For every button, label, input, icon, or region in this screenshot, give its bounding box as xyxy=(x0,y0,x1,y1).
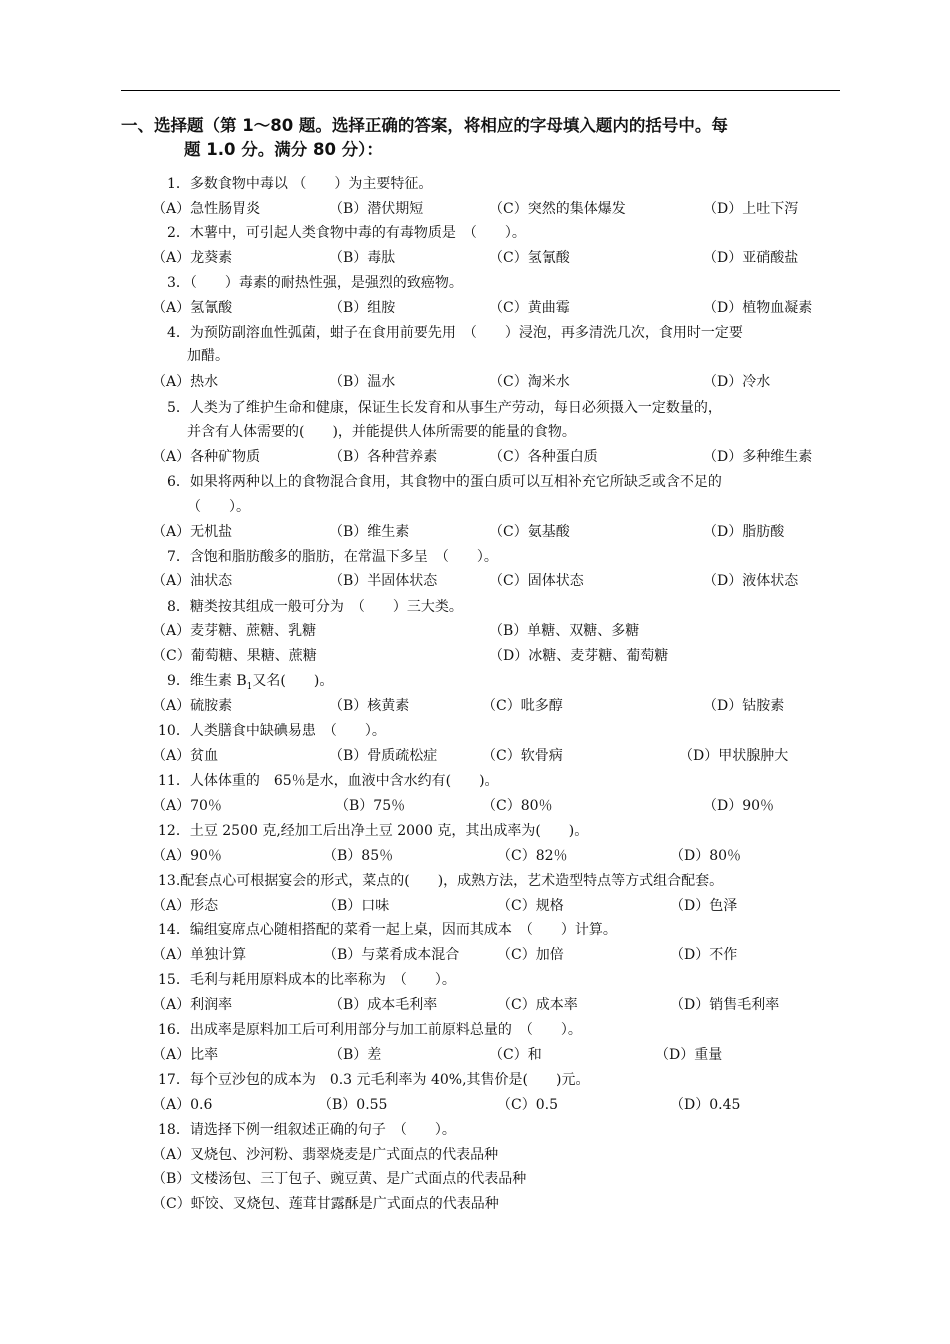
q13-option-c: （C）规格 xyxy=(497,898,564,914)
q9-option-a: （A）硫胺素 xyxy=(152,698,233,714)
question-11: 11．人体体重的 65％是水，血液中含水约有( )。 xyxy=(158,773,499,789)
q5-option-c: （C）各种蛋白质 xyxy=(489,449,598,465)
question-4-cont: 加醋。 xyxy=(187,348,229,364)
q8-option-d: （D）冰糖、麦芽糖、葡萄糖 xyxy=(489,648,669,664)
q11-option-c: （C）80％ xyxy=(482,798,553,814)
q12-option-b: （B）85％ xyxy=(323,848,394,864)
q10-option-a: （A）贫血 xyxy=(152,748,219,764)
q5-option-d: （D）多种维生素 xyxy=(703,449,813,465)
q1-option-c: （C）突然的集体爆发 xyxy=(489,201,626,217)
q12-option-d: （D）80％ xyxy=(670,848,742,864)
q12-option-c: （C）82％ xyxy=(497,848,568,864)
question-10: 10．人类膳食中缺碘易患 （ ）。 xyxy=(158,723,386,739)
q4-option-c: （C）淘米水 xyxy=(489,374,570,390)
q7-option-a: （A）油状态 xyxy=(152,573,233,589)
q17-option-b: （B）0.55 xyxy=(318,1097,388,1113)
question-3: 3．（ ）毒素的耐热性强，是强烈的致癌物。 xyxy=(167,275,463,291)
question-15: 15．毛利与耗用原料成本的比率称为 （ ）。 xyxy=(158,972,456,988)
q9-option-b: （B）核黄素 xyxy=(329,698,410,714)
question-1: 1．多数食物中毒以 （ ）为主要特征。 xyxy=(167,176,433,192)
q6-option-b: （B）维生素 xyxy=(329,524,410,540)
question-17: 17．每个豆沙包的成本为 0.3 元毛利率为 40%,其售价是( )元。 xyxy=(158,1072,590,1088)
q15-option-b: （B）成本毛利率 xyxy=(329,997,438,1013)
q10-option-c: （C）软骨病 xyxy=(482,748,563,764)
q4-option-d: （D）冷水 xyxy=(703,374,771,390)
q7-option-b: （B）半固体状态 xyxy=(329,573,438,589)
q10-option-d: （D）甲状腺肿大 xyxy=(679,748,789,764)
q16-option-a: （A）比率 xyxy=(152,1047,219,1063)
question-9-text-a: 9．维生素 B xyxy=(167,673,247,689)
q7-option-c: （C）固体状态 xyxy=(489,573,584,589)
q17-option-c: （C）0.5 xyxy=(497,1097,558,1113)
question-14: 14．编组宴席点心随相搭配的菜肴一起上桌，因而其成本 （ ）计算。 xyxy=(158,922,617,938)
q9-option-c: （C）吡多醇 xyxy=(482,698,563,714)
question-16: 16．出成率是原料加工后可利用部分与加工前原料总量的 （ ）。 xyxy=(158,1022,582,1038)
q14-option-c: （C）加倍 xyxy=(497,947,564,963)
q2-option-a: （A）龙葵素 xyxy=(152,250,233,266)
q4-option-a: （A）热水 xyxy=(152,374,219,390)
q8-option-a: （A）麦芽糖、蔗糖、乳糖 xyxy=(152,623,317,639)
q8-option-c: （C）葡萄糖、果糖、蔗糖 xyxy=(152,648,317,664)
question-7: 7．含饱和脂肪酸多的脂肪，在常温下多呈 （ ）。 xyxy=(167,549,498,565)
q8-option-b: （B）单糖、双糖、多糖 xyxy=(489,623,640,639)
q16-option-c: （C）和 xyxy=(489,1047,542,1063)
section-title-line1: 一、选择题（第 1～80 题。选择正确的答案，将相应的字母填入题内的括号中。每 xyxy=(121,116,728,135)
question-9-text-b: 又名( )。 xyxy=(252,673,334,689)
question-8: 8．糖类按其组成一般可分为 （ ）三大类。 xyxy=(167,599,463,615)
top-rule xyxy=(121,90,840,91)
q5-option-a: （A）各种矿物质 xyxy=(152,449,261,465)
q3-option-b: （B）组胺 xyxy=(329,300,396,316)
q17-option-a: （A）0.6 xyxy=(152,1097,213,1113)
q18-option-c: （C）虾饺、叉烧包、莲茸甘露酥是广式面点的代表品种 xyxy=(152,1196,499,1212)
q2-option-d: （D）亚硝酸盐 xyxy=(703,250,799,266)
q6-option-a: （A）无机盐 xyxy=(152,524,233,540)
section-title-line2: 题 1.0 分。满分 80 分）： xyxy=(184,140,383,159)
section-title xyxy=(121,114,841,162)
question-6-cont: （ ）。 xyxy=(187,499,250,515)
question-5-cont: 并含有人体需要的( )，并能提供人体所需要的能量的食物。 xyxy=(187,424,576,440)
question-13: 13.配套点心可根据宴会的形式，菜点的( )，成熟方法，艺术造型特点等方式组合配套。 xyxy=(158,873,724,889)
question-5: 5．人类为了维护生命和健康，保证生长发育和从事生产劳动，每日必须摄入一定数量的， xyxy=(167,400,722,416)
q16-option-d: （D）重量 xyxy=(655,1047,723,1063)
q14-option-d: （D）不作 xyxy=(670,947,738,963)
q13-option-d: （D）色泽 xyxy=(670,898,738,914)
q14-option-b: （B）与菜肴成本混合 xyxy=(323,947,460,963)
q16-option-b: （B）差 xyxy=(329,1047,382,1063)
q11-option-b: （B）75％ xyxy=(335,798,406,814)
q7-option-d: （D）液体状态 xyxy=(703,573,799,589)
q3-option-d: （D）植物血凝素 xyxy=(703,300,813,316)
question-9 xyxy=(167,671,333,697)
question-2: 2．木薯中，可引起人类食物中毒的有毒物质是 （ ）。 xyxy=(167,225,526,241)
q5-option-b: （B）各种营养素 xyxy=(329,449,438,465)
q18-option-b: （B）文楼汤包、三丁包子、豌豆黄、是广式面点的代表品种 xyxy=(152,1171,527,1187)
q1-option-a: （A）急性肠胃炎 xyxy=(152,201,261,217)
q18-option-a: （A）叉烧包、沙河粉、翡翠烧麦是广式面点的代表品种 xyxy=(152,1147,499,1163)
q3-option-a: （A）氢氰酸 xyxy=(152,300,233,316)
question-12: 12．土豆 2500 克,经加工后出净土豆 2000 克，其出成率为( )。 xyxy=(158,823,589,839)
q2-option-c: （C）氢氰酸 xyxy=(489,250,570,266)
q9-option-d: （D）钴胺素 xyxy=(703,698,785,714)
q15-option-a: （A）利润率 xyxy=(152,997,233,1013)
question-6: 6．如果将两种以上的食物混合食用，其食物中的蛋白质可以互相补充它所缺乏或含不足的 xyxy=(167,474,722,490)
q1-option-d: （D）上吐下泻 xyxy=(703,201,799,217)
q3-option-c: （C）黄曲霉 xyxy=(489,300,570,316)
q13-option-b: （B）口味 xyxy=(323,898,390,914)
q6-option-d: （D）脂肪酸 xyxy=(703,524,785,540)
q6-option-c: （C）氨基酸 xyxy=(489,524,570,540)
q15-option-d: （D）销售毛利率 xyxy=(670,997,780,1013)
q10-option-b: （B）骨质疏松症 xyxy=(329,748,438,764)
question-18: 18．请选择下例一组叙述正确的句子 （ ）。 xyxy=(158,1122,456,1138)
q11-option-a: （A）70％ xyxy=(152,798,222,814)
q13-option-a: （A）形态 xyxy=(152,898,219,914)
q12-option-a: （A）90％ xyxy=(152,848,222,864)
q11-option-d: （D）90％ xyxy=(703,798,775,814)
q4-option-b: （B）温水 xyxy=(329,374,396,390)
question-9-subscript: 1 xyxy=(246,681,253,692)
q2-option-b: （B）毒肽 xyxy=(329,250,396,266)
q14-option-a: （A）单独计算 xyxy=(152,947,247,963)
question-4: 4．为预防副溶血性弧菌，蚶子在食用前要先用 （ ）浸泡，再多清洗几次，食用时一定要 xyxy=(167,325,743,341)
q1-option-b: （B）潜伏期短 xyxy=(329,201,424,217)
q17-option-d: （D）0.45 xyxy=(670,1097,741,1113)
q15-option-c: （C）成本率 xyxy=(497,997,578,1013)
